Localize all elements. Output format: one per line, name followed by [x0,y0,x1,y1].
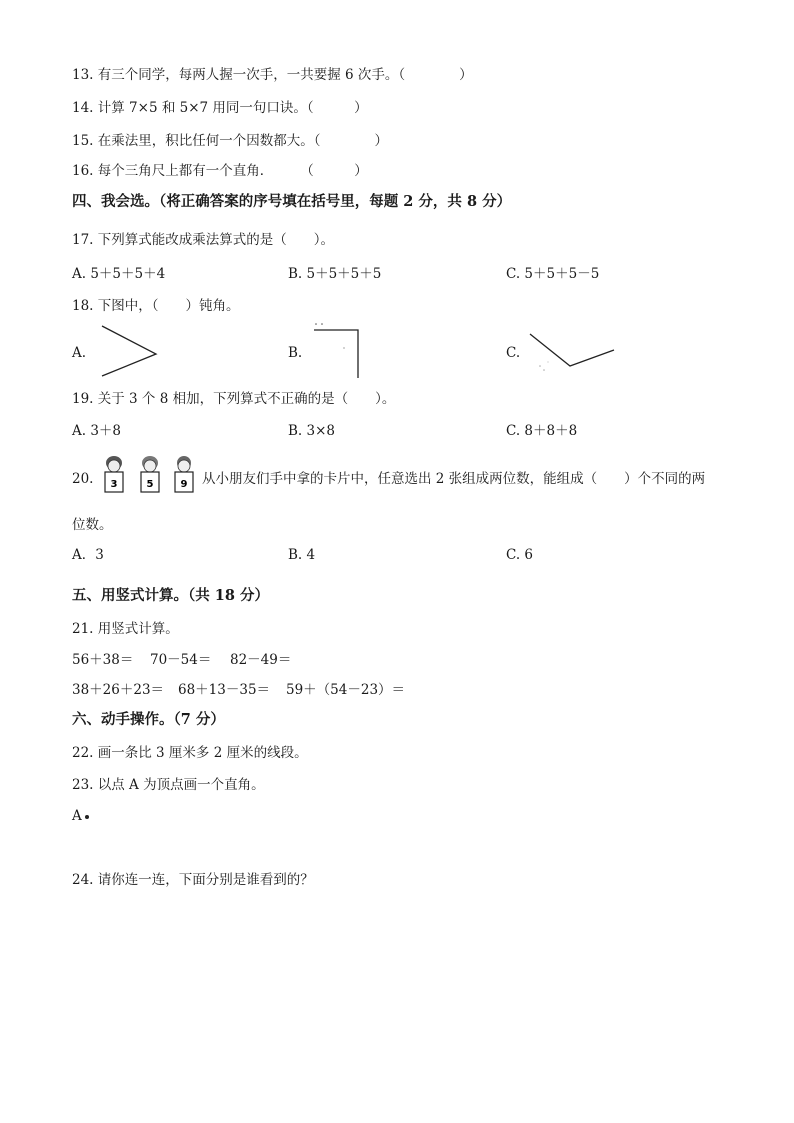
question-16: 16. 每个三角尺上都有一个直角． （ ） [72,163,368,179]
q19-option-c: C. 8＋8＋8 [506,423,578,439]
point-a-dot [85,815,89,819]
section-6-title: 六、动手操作。（7 分） [72,711,225,728]
children-with-cards-illustration [100,454,200,496]
obtuse-angle-figure [526,326,618,374]
q21-expr-2: 70－54＝ [150,652,212,668]
q19-option-a: A. 3＋8 [72,423,122,439]
question-17: 17. 下列算式能改成乘法算式的是（ ）。 [72,232,335,248]
card-2-label: 5 [146,479,154,490]
q20-option-a: A．3 [72,547,104,563]
right-angle-figure [308,320,368,382]
q20-option-b: B. 4 [288,547,316,563]
q17-option-b: B. 5＋5＋5＋5 [288,266,382,282]
q17-option-c: C. 5＋5＋5－5 [506,266,600,282]
question-19: 19. 关于 3 个 8 相加，下列算式不正确的是（ ）。 [72,391,396,407]
card-1-label: 3 [110,479,118,490]
question-15: 15. 在乘法里，积比任何一个因数都大。（ ） [72,133,389,149]
q21-expr-1: 56＋38＝ [72,652,134,668]
acute-angle-figure [98,320,160,380]
child-1-icon [105,456,123,492]
question-24: 24. 请你连一连，下面分别是谁看到的？ [72,872,314,888]
question-13: 13. 有三个同学，每两人握一次手，一共要握 6 次手。（ ） [72,67,473,83]
card-3-label: 9 [180,479,188,490]
child-3-icon [175,456,193,492]
section-4-title: 四、我会选。（将正确答案的序号填在括号里，每题 2 分，共 8 分） [72,193,512,210]
q19-option-b: B. 3×8 [288,423,335,439]
question-23: 23. 以点 A 为顶点画一个直角。 [72,777,265,793]
q18-option-b: B. [288,345,303,361]
q21-expr-5: 68＋13－35＝ [178,682,271,698]
question-18: 18. 下图中，（ ）钝角。 [72,298,240,314]
q21-expr-6: 59＋（54－23）＝ [286,682,406,698]
question-20-number: 20. [72,471,94,487]
question-21: 21. 用竖式计算。 [72,621,179,637]
question-14: 14. 计算 7×5 和 5×7 用同一句口诀。（ ） [72,100,368,116]
child-2-icon [141,456,159,492]
q18-option-a: A. [72,345,87,361]
question-22: 22. 画一条比 3 厘米多 2 厘米的线段。 [72,745,308,761]
section-5-title: 五、用竖式计算。（共 18 分） [72,587,270,604]
question-20-text: 从小朋友们手中拿的卡片中，任意选出 2 张组成两位数，能组成（ ）个不同的两 [202,471,706,487]
question-20-continued: 位数。 [72,517,113,533]
q20-option-c: C. 6 [506,547,534,563]
q18-option-c: C. [506,345,521,361]
q21-expr-4: 38＋26＋23＝ [72,682,165,698]
point-a-label: A [72,807,89,825]
q21-expr-3: 82－49＝ [230,652,292,668]
q17-option-a: A. 5＋5＋5＋4 [72,266,166,282]
